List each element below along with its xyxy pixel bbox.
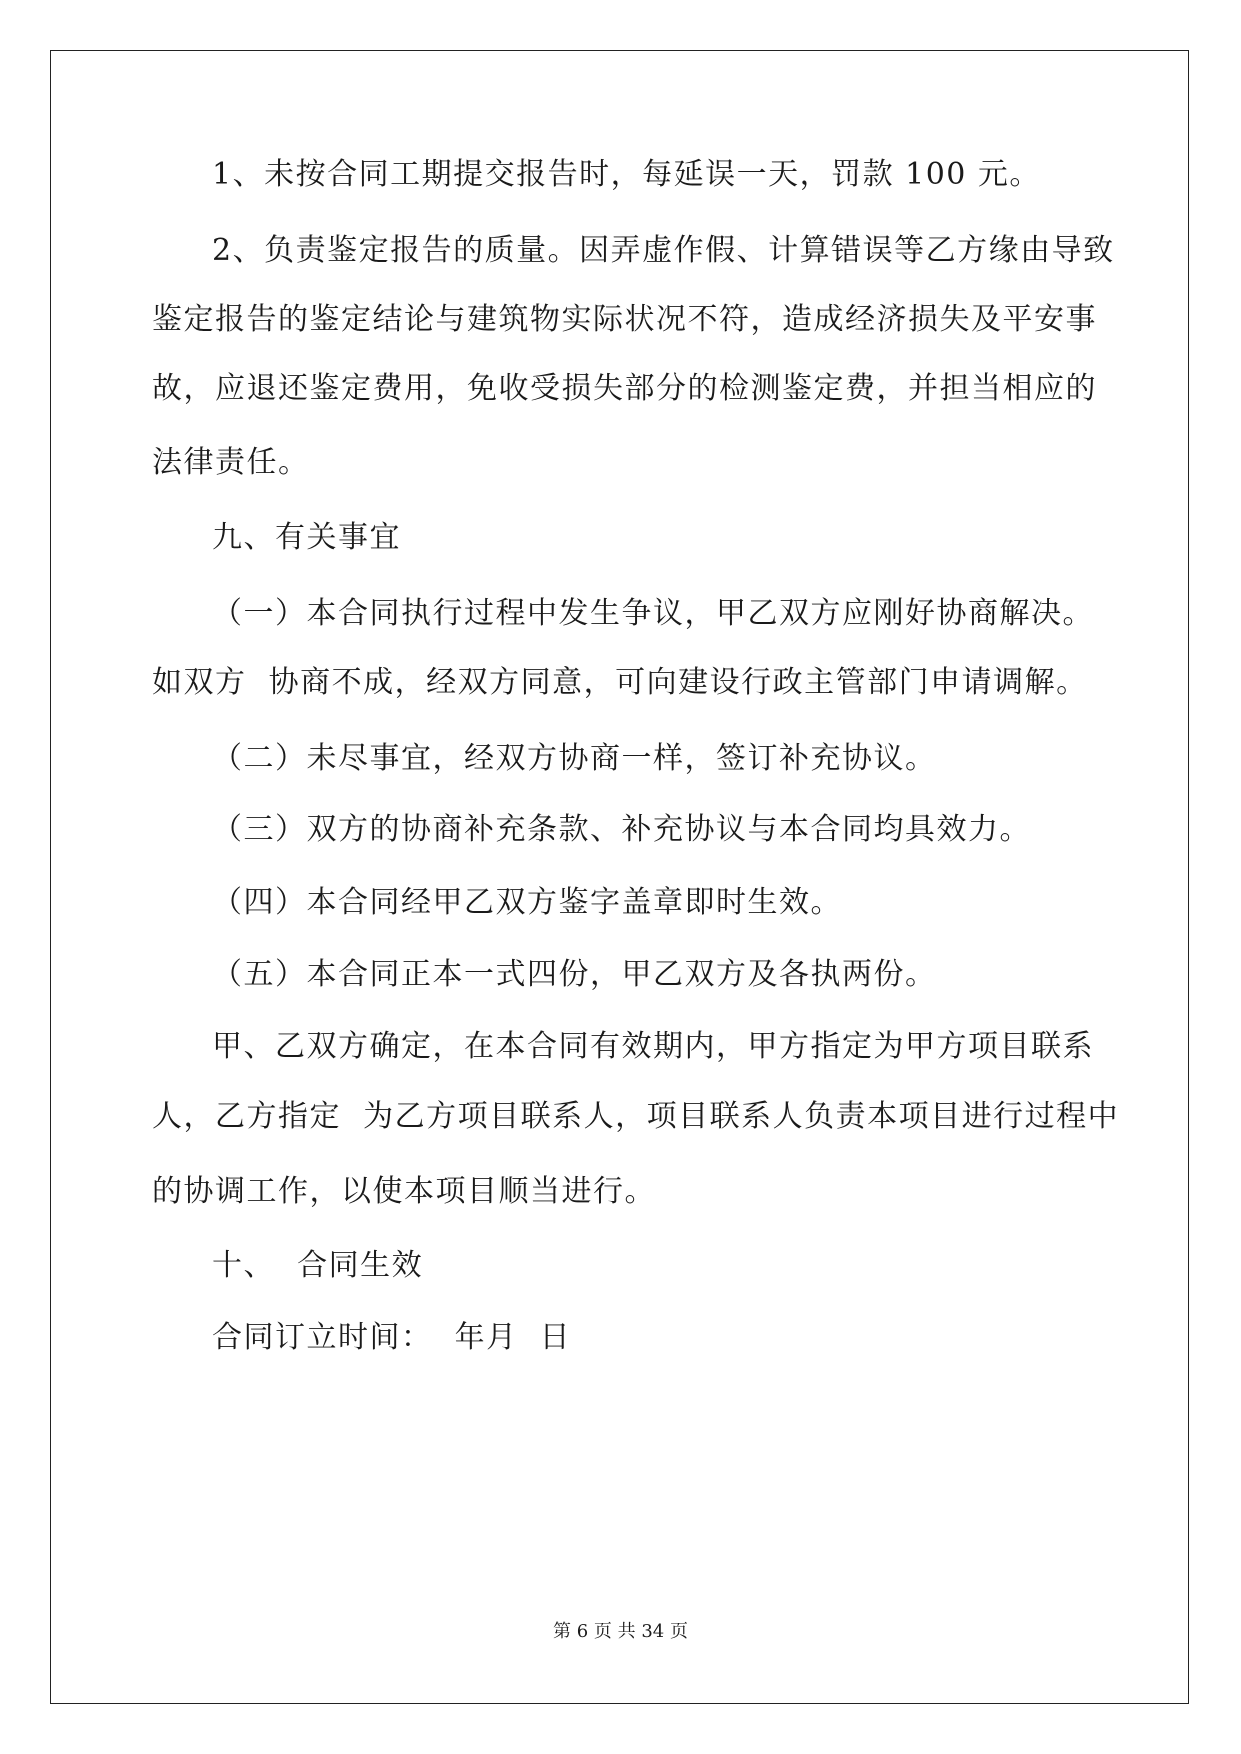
paragraph-line: 1、未按合同工期提交报告时，每延误一天，罚款 100 元。 xyxy=(212,157,1041,192)
paragraph-line: （四）本合同经甲乙双方鉴字盖章即时生效。 xyxy=(212,885,842,920)
page-number: 第 6 页 共 34 页 xyxy=(553,1621,688,1642)
paragraph-line: 人，乙方指定 为乙方项目联系人，项目联系人负责本项目进行过程中 xyxy=(152,1099,1120,1134)
paragraph-line: （一）本合同执行过程中发生争议，甲乙双方应刚好协商解决。 xyxy=(212,596,1094,631)
paragraph-line: （三）双方的协商补充条款、补充协议与本合同均具效力。 xyxy=(212,812,1031,847)
section-heading: 九、有关事宜 xyxy=(212,520,401,555)
paragraph-line: （二）未尽事宜，经双方协商一样，签订补充协议。 xyxy=(212,741,937,776)
page-border xyxy=(50,50,1189,1704)
paragraph-line: 的协调工作，以使本项目顺当进行。 xyxy=(152,1174,656,1209)
paragraph-line: 鉴定报告的鉴定结论与建筑物实际状况不符，造成经济损失及平安事 xyxy=(152,302,1097,337)
paragraph-line: 如双方 协商不成，经双方同意，可向建设行政主管部门申请调解。 xyxy=(152,665,1088,700)
paragraph-line: 合同订立时间： 年月 日 xyxy=(212,1320,572,1355)
section-heading: 十、 合同生效 xyxy=(212,1248,424,1283)
paragraph-line: 甲、乙双方确定，在本合同有效期内，甲方指定为甲方项目联系 xyxy=(212,1029,1094,1064)
paragraph-line: 故，应退还鉴定费用，免收受损失部分的检测鉴定费，并担当相应的 xyxy=(152,371,1097,406)
paragraph-line: 法律责任。 xyxy=(152,445,310,480)
paragraph-line: 2、负责鉴定报告的质量。因弄虚作假、计算错误等乙方缘由导致 xyxy=(212,233,1115,268)
paragraph-line: （五）本合同正本一式四份，甲乙双方及各执两份。 xyxy=(212,957,937,992)
